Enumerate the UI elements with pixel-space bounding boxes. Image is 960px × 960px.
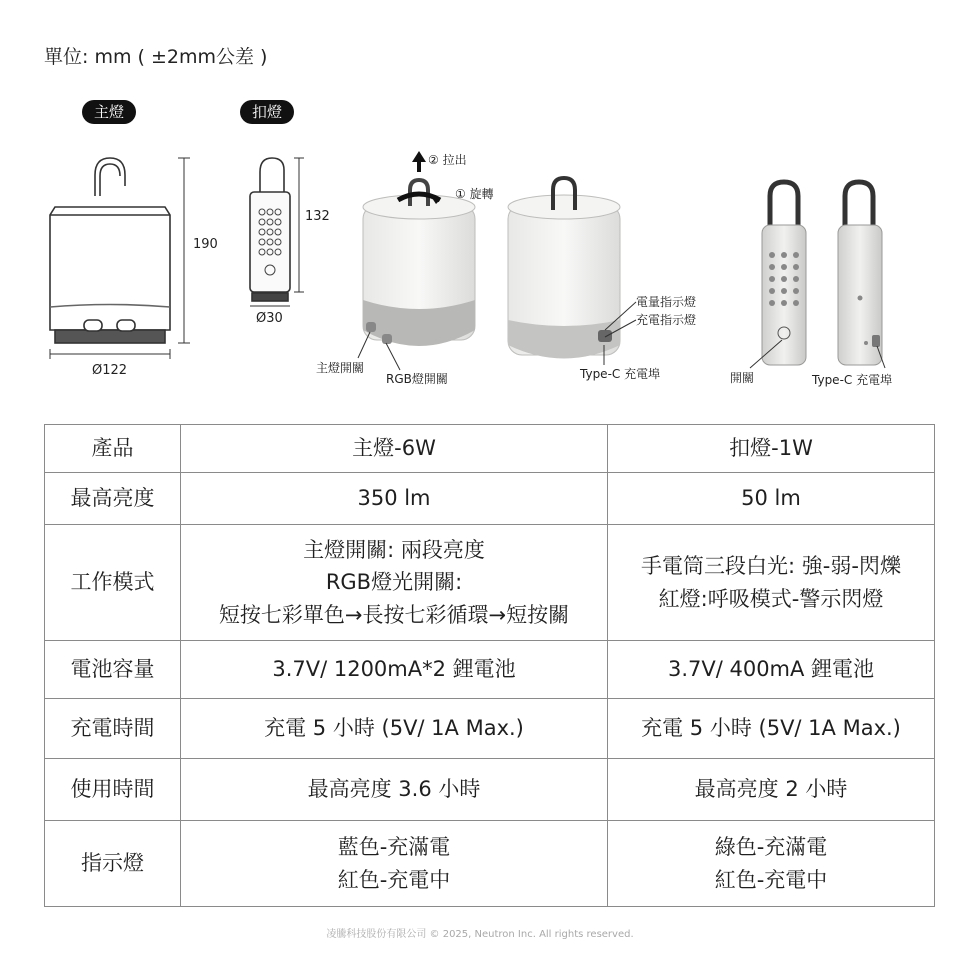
table-row-work-mode <box>45 525 935 641</box>
value-line: 主燈開關: 兩段亮度 <box>303 537 485 562</box>
table-row-usage-time <box>45 759 935 821</box>
value-line: 最高亮度 2 小時 <box>694 777 848 802</box>
clip-lamp-value <box>608 759 935 821</box>
typec-callout: Type-C 充電埠 <box>580 367 661 381</box>
row-label: 工作模式 <box>45 525 181 641</box>
value-line: 紅色-充電中 <box>337 867 451 892</box>
main-switch-callout: 主燈開關 <box>316 361 365 375</box>
value-line: 50 lm <box>741 486 801 511</box>
clip-lamp-value <box>608 821 935 907</box>
table-row-charge-time <box>45 699 935 759</box>
spec-table <box>44 424 935 907</box>
clip-switch-callout: 開關 <box>730 371 755 385</box>
clip-width-dim: Ø30 <box>256 311 283 326</box>
value-line: 藍色-充滿電 <box>337 834 451 859</box>
row-label: 最高亮度 <box>45 473 181 525</box>
row-label: 電池容量 <box>45 641 181 699</box>
clip-typec-callout: Type-C 充電埠 <box>812 373 893 387</box>
table-row-brightness <box>45 473 935 525</box>
value-line: 3.7V/ 400mA 鋰電池 <box>667 657 875 682</box>
charge-indicator-callout: 充電指示燈 <box>636 313 697 327</box>
clip-lamp-render-front <box>762 182 806 365</box>
value-line: 3.7V/ 1200mA*2 鋰電池 <box>272 657 516 682</box>
main-lamp-value <box>181 525 608 641</box>
header-label: 產品 <box>45 425 181 473</box>
unit-note: 單位: mm ( ±2mm公差 ) <box>44 46 268 68</box>
rgb-switch-callout: RGB燈開關 <box>386 372 448 386</box>
clip-lamp-value <box>608 525 935 641</box>
product-diagram <box>0 125 960 395</box>
clip-lamp-value <box>608 699 935 759</box>
value-line: 手電筒三段白光: 強-弱-閃爍 <box>641 553 901 578</box>
rotate-callout: ① 旋轉 <box>455 187 494 201</box>
main-width-dim: Ø122 <box>92 363 128 378</box>
footer-copyright: 凌騰科技股份有限公司 © 2025, Neutron Inc. All rights reserved. <box>326 929 634 940</box>
value-line: 紅色-充電中 <box>714 867 828 892</box>
pull-callout: ② 拉出 <box>428 153 467 167</box>
value-line: RGB燈光開關: <box>325 570 463 595</box>
value-line: 350 lm <box>357 486 431 511</box>
value-line: 最高亮度 3.6 小時 <box>307 777 481 802</box>
main-height-dim: 190 <box>193 237 218 252</box>
main-lamp-value <box>181 473 608 525</box>
lamp-render-ports <box>508 178 620 359</box>
main-lamp-value <box>181 821 608 907</box>
main-lamp-value <box>181 641 608 699</box>
header-clip: 扣燈-1W <box>608 425 935 473</box>
clip-lamp-badge: 扣燈 <box>240 100 294 124</box>
lamp-render-rotate <box>363 151 475 346</box>
main-lamp-value <box>181 699 608 759</box>
main-lamp-drawing <box>50 158 170 343</box>
clip-lamp-value <box>608 473 935 525</box>
value-line: 充電 5 小時 (5V/ 1A Max.) <box>641 716 901 741</box>
value-line: 綠色-充滿電 <box>714 834 828 859</box>
table-row-battery <box>45 641 935 699</box>
table-header-row <box>45 425 935 473</box>
main-lamp-badge: 主燈 <box>82 100 136 124</box>
row-label: 使用時間 <box>45 759 181 821</box>
value-line: 短按七彩單色→長按七彩循環→短按關 <box>218 602 570 627</box>
clip-lamp-render-back <box>838 182 882 365</box>
table-row-indicator <box>45 821 935 907</box>
header-main: 主燈-6W <box>181 425 608 473</box>
value-line: 充電 5 小時 (5V/ 1A Max.) <box>264 716 524 741</box>
main-lamp-value <box>181 759 608 821</box>
battery-indicator-callout: 電量指示燈 <box>636 295 697 309</box>
clip-height-dim: 132 <box>305 209 330 224</box>
row-label: 指示燈 <box>45 821 181 907</box>
clip-lamp-drawing <box>250 158 290 301</box>
clip-lamp-value <box>608 641 935 699</box>
value-line: 紅燈:呼吸模式-警示閃燈 <box>658 586 884 611</box>
row-label: 充電時間 <box>45 699 181 759</box>
